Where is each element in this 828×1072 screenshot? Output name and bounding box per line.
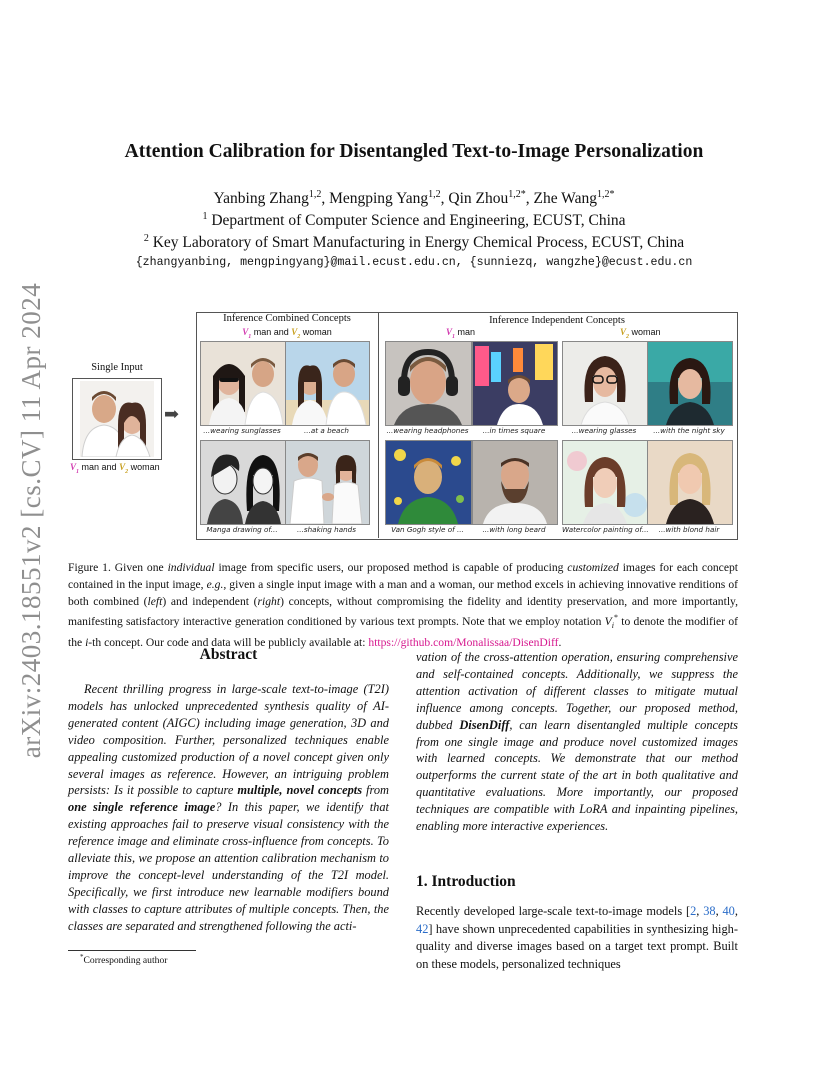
abstract-text: ? In this paper, we identify that existing approaches fail to preserve visual consistency with the reference image and eliminate cross-influence from concepts. To alleviate this, we propose an attention calibration mechanism to improve the concept-level understanding of the T2I model. Specifically, we first introduce new learnable modifiers bound with classes to capture attributes of multiple concepts. Then, the classes are separated and strengthened following the acti- [68,800,389,933]
notation-sup: * [614,613,618,623]
result-image [647,440,733,525]
author-sup: 1,2 [428,189,441,200]
result-image [472,341,558,426]
abstract-text: vation of the cross-attention operation, ensuring comprehensive and self-contained concepts. Additionally, we suppress the attention activation of different classes to mitigate mutual influence among concepts. Together, our proposed method, dubbed [416,650,738,732]
caption-italic: e.g., [206,577,227,591]
woman-label [620,327,661,340]
citation[interactable]: 40 [722,904,735,918]
caption-12: ...with blond hair [658,525,720,534]
v1-sub: 1 [452,333,456,340]
result-image [285,341,370,426]
arxiv-id: arXiv:2403.18551v2 [cs.CV] 11 Apr 2024 [16,282,47,758]
notation: V [604,615,612,629]
author-name: Zhe Wang [533,190,597,208]
author-name: Mengping Yang [329,190,429,208]
caption-3: ...wearing headphones [386,426,469,435]
single-input-image [80,381,154,457]
single-input-title: Single Input [91,362,143,373]
footnote-mark: * [80,953,84,961]
section-divider [378,313,379,538]
intro-body: ] have shown unprecedented capabilities in synthesizing high-quality and diverse images based on a target text prompt. Built on these models, personalized techniques [416,921,738,971]
paper-title: Attention Calibration for Disentangled Text-to-Image Personalization [124,141,704,162]
intro-body: Recently developed large-scale text-to-image models [ [416,904,691,918]
intro-heading: 1. Introduction [416,873,516,890]
single-input-label [70,462,160,475]
footnote [80,953,167,966]
affil-sup: 2 [143,233,149,244]
caption-11: Watercolor painting of... [562,525,649,534]
affil-sup: 1 [202,211,208,222]
caption-9: Van Gogh style of ... [391,525,464,534]
caption-4: ...in times square [482,426,546,435]
caption-text: Figure 1. Given one [68,561,168,574]
caption-6: ...with the night sky [653,426,725,435]
caption-text: . [558,636,562,650]
email-line: {zhangyanbing, mengpingyang}@mail.ecust.edu.cn, {sunniezq, wangzhe}@ecust.edu.cn [135,256,693,269]
author-sup: 1,2* [508,189,526,200]
caption-text: to denote the modifier of the [68,615,738,650]
affil-text: Key Laboratory of Smart Manufacturing in Energy Chemical Process, ECUST, China [152,234,685,252]
label-man: man [79,462,100,472]
affiliation-1 [0,211,828,230]
caption-italic: i [85,636,89,650]
caption-1: ...wearing sunglasses [203,426,281,435]
intro-text: Recently developed large-scale text-to-image models [2, 38, 40, 42] have shown unprecedented capabilities in synthesizing high-quality and diverse images based on a target text prompt. Built on these models, personalized techniques [416,904,738,971]
abstract-text: , can learn disentangled multiple concepts from one single image and produce novel customized images with learned concepts. We demonstrate that our method outperforms the current state of the art in both qualitative and quantitative evaluations. More importantly, our proposed techniques are compatible with LoRA and inpainting pipelines, enabling more interactive experiences. [416,717,738,834]
footnote-rule [68,950,196,951]
independent-title: Inference Independent Concepts [489,315,625,326]
label-woman: woman [629,327,661,337]
label-woman: woman [128,462,160,472]
v2-sub: 2 [626,333,630,340]
citation[interactable]: 42 [416,921,429,936]
abstract-bold: one single reference image [68,800,216,815]
code-link[interactable]: https://github.com/Monalissaa/DisenDiff [368,636,559,650]
abstract-text: Recent thrilling progress in large-scale text-to-image (T2I) models has unlocked unprecedented synthesis quality of AI-generated content (AIGC) including image generation, 3D and video composition. Further, personalized techniques enable appealing customized production of a novel concept given only several images as reference. However, an intriguing problem persists: Is it possible to capture [68,682,389,798]
result-image [285,440,370,525]
caption-text: ) and independent ( [162,594,258,608]
v2-mark: V [620,327,627,337]
result-image [385,341,472,426]
affiliation-2 [0,233,828,252]
caption-8: ...shaking hands [297,525,356,534]
notation-sub: i [611,621,614,631]
v2-mark: V [119,462,126,472]
author-name: Yanbing Zhang [213,190,309,208]
v1-mark: V [242,327,249,337]
caption-7: Manga drawing of... [206,525,278,534]
v1-sub: 1 [76,468,80,475]
label-man: man [251,327,272,337]
v1-mark: V [446,327,453,337]
result-image [385,440,472,525]
label-and: and [271,327,292,337]
result-image [562,440,648,525]
caption-italic: right [257,594,281,608]
v2-mark: V [291,327,298,337]
method-name: DisenDiff [459,717,510,732]
caption-2: ...at a beach [304,426,349,435]
result-image [562,341,648,426]
v2-sub: 2 [297,333,301,340]
author-list: Yanbing Zhang$^{1,2}$, Mengping Yang$^{1,2}$, Qin Zhou$^{1,2*}$, Zhe Wang$^{1,2*}$ [213,189,615,208]
abstract-bold: multiple, novel concepts [237,783,363,798]
caption-5: ...wearing glasses [571,426,637,435]
combined-label [198,327,376,340]
abstract-heading: Abstract [199,646,258,663]
caption-italic: left [147,594,163,608]
result-image [472,440,558,525]
v2-sub: 2 [125,468,129,475]
author-sup: 1,2* [596,189,615,200]
man-label [446,327,475,340]
caption-text: -th concept. Our code and data will be publicly available at: [88,636,369,650]
author-name: Qin Zhou [448,190,509,208]
caption-text: given a single input image with a man and a woman, our method excels in achieving innovative renditions of both combined ( [68,577,738,608]
citation[interactable]: 38 [703,904,716,918]
result-image [200,440,286,525]
v1-mark: V [70,462,77,472]
label-woman: woman [300,327,332,337]
citation[interactable]: 2 [690,904,697,918]
label-man: man [455,327,476,337]
caption-italic: individual [167,561,215,574]
result-image [647,341,733,426]
arxiv-stamp [16,282,48,758]
author-sup: 1,2 [308,189,322,200]
affil-text: Department of Computer Science and Engineering, ECUST, China [211,212,626,230]
result-image [200,341,286,426]
footnote-text: Corresponding author [83,955,168,967]
caption-10: ...with long beard [482,525,546,534]
abstract-text: from [362,783,389,798]
caption-text: ) concepts, without compromising the fidelity and identity preservation, and more importantly, manifesting satisfactory interactive generation conditioned by various text prompts. Note that we employ notation [68,594,738,629]
figure-caption [68,560,738,652]
arrow-icon: ➡ [164,404,180,424]
caption-text: images for each concept contained in the input image, [68,561,738,591]
caption-text: image from specific users, our proposed method is capable of producing [214,561,568,574]
v1-sub: 1 [248,333,252,340]
caption-italic: customized [567,561,619,574]
label-and: and [99,462,120,472]
combined-title: Inference Combined Concepts [223,313,351,324]
abstract-left [68,681,389,935]
abstract-right [416,649,738,835]
